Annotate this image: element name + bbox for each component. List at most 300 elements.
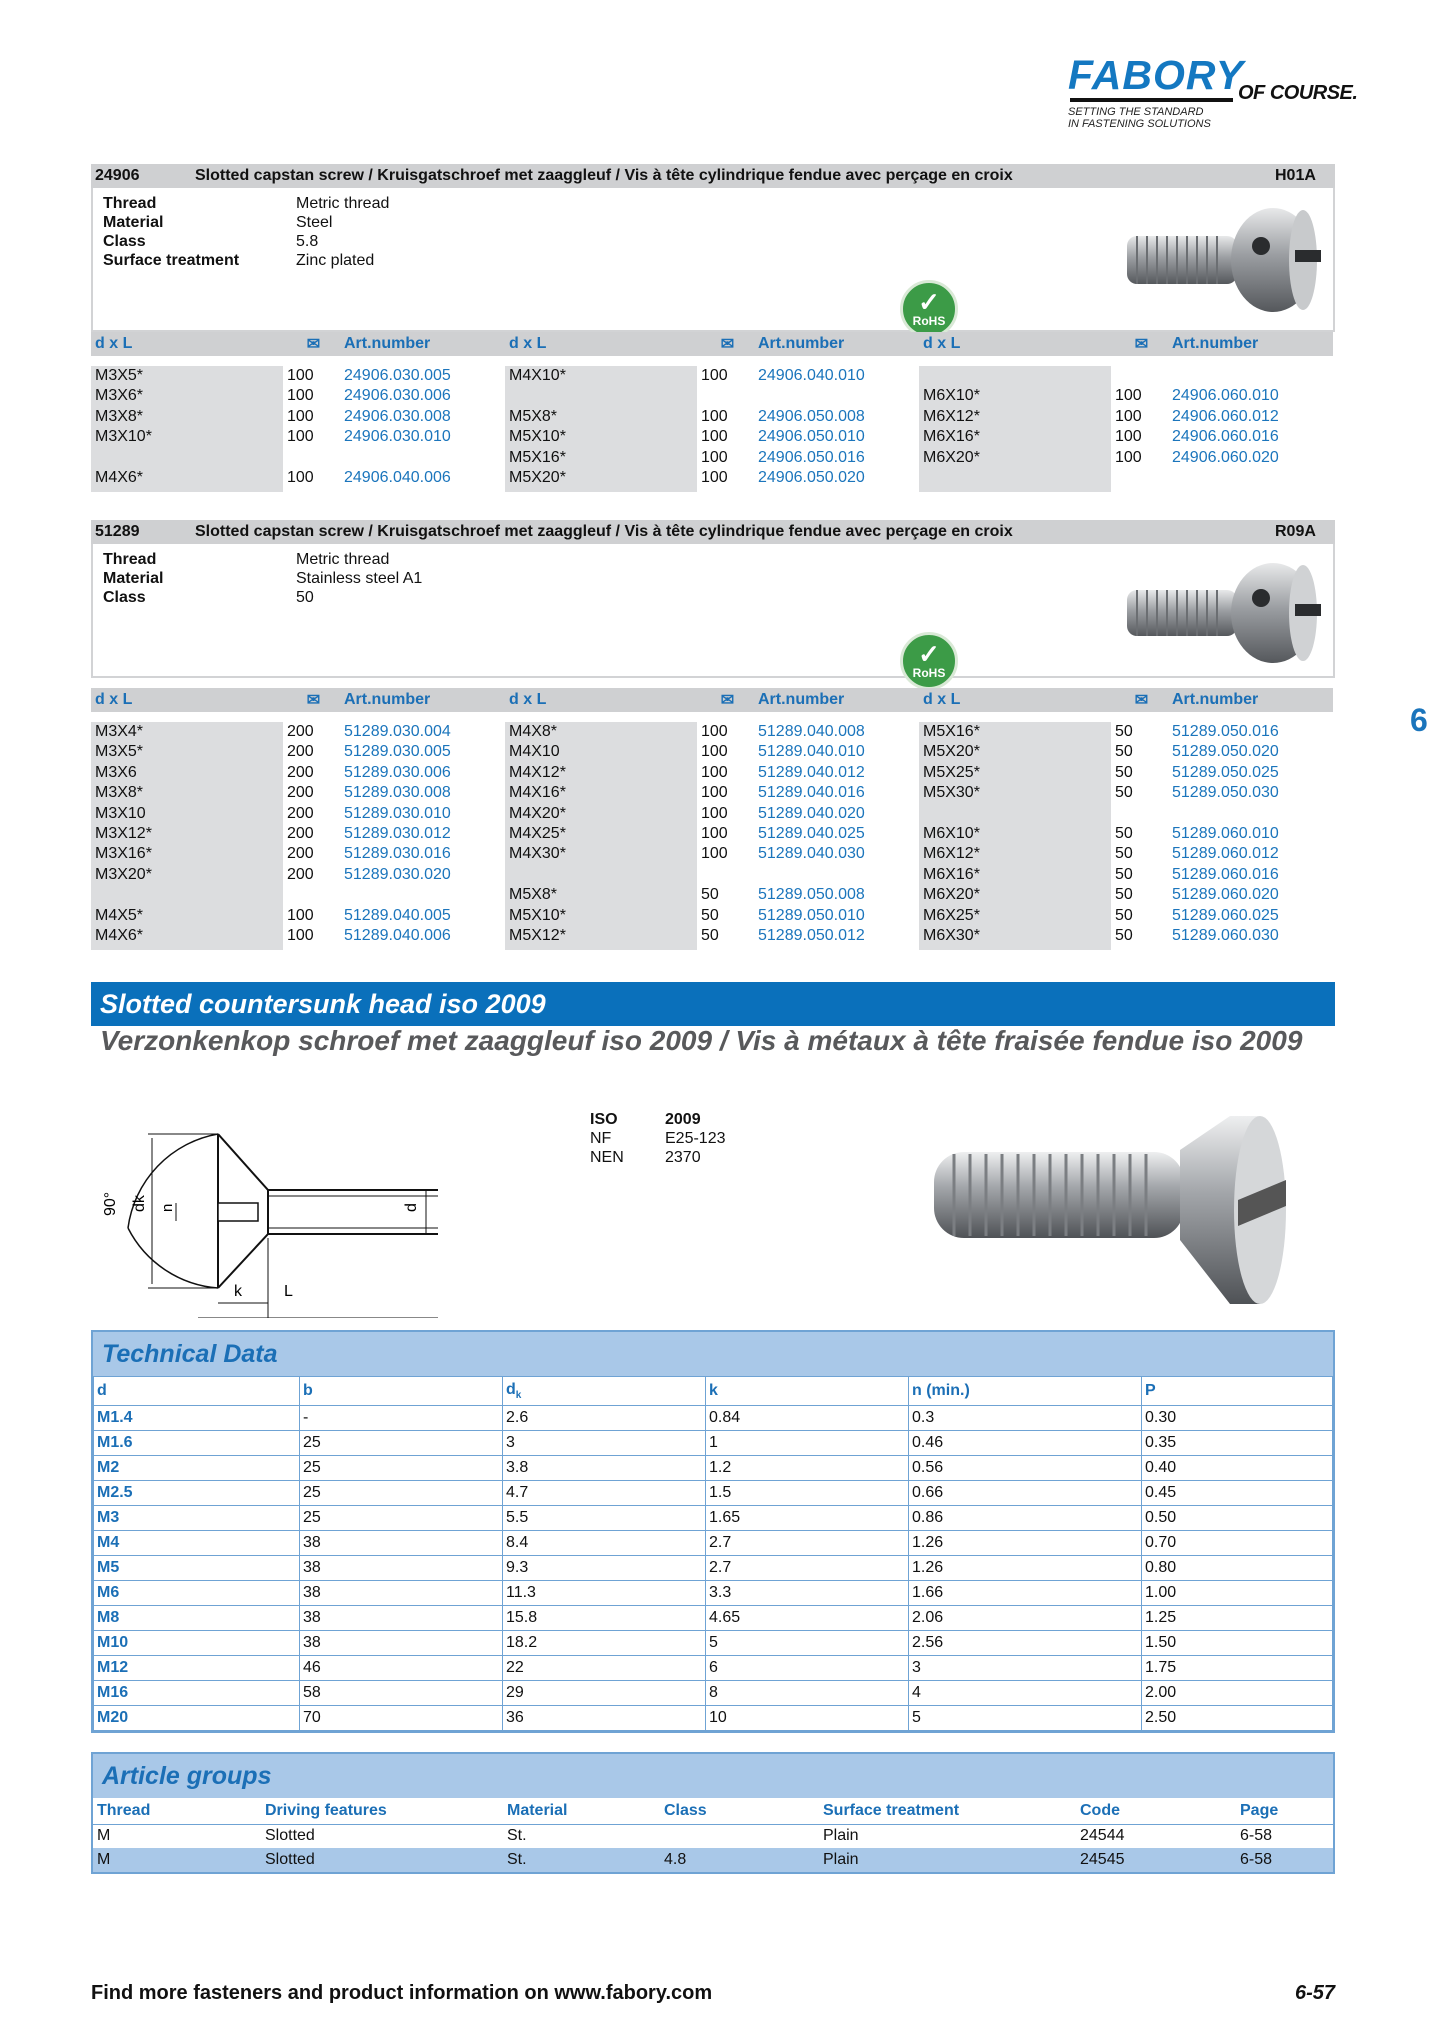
article-row (91, 742, 505, 762)
pack-qty-cell: 100 (1115, 428, 1142, 446)
art-number-link[interactable]: 24906.050.008 (758, 407, 865, 425)
countersunk-screw-image (930, 1110, 1330, 1310)
pack-qty-cell: 200 (287, 723, 314, 740)
tech-value-cell: 6 (706, 1656, 909, 1681)
check-icon: ✓ (918, 287, 940, 317)
group-cell: 6-58 (1236, 1848, 1333, 1872)
article-groups-panel (91, 1752, 1335, 1874)
pack-qty-cell: 200 (287, 865, 314, 883)
art-number-link[interactable]: 51289.040.030 (758, 845, 865, 863)
pack-qty-cell: 100 (287, 367, 314, 384)
chapter-tab: 6 (1410, 702, 1428, 738)
tech-value-cell: 0.50 (1142, 1506, 1333, 1531)
tech-value-cell: 9.3 (503, 1556, 706, 1581)
tech-value-cell: 3 (909, 1656, 1142, 1681)
envelope-icon: ✉ (283, 332, 344, 356)
tech-value-cell: 1.25 (1142, 1606, 1333, 1631)
tech-header: k (706, 1377, 909, 1406)
article-row (505, 804, 919, 824)
table-row (94, 1456, 1333, 1481)
tech-value-cell: 1.00 (1142, 1581, 1333, 1606)
pack-qty-cell: 100 (287, 428, 314, 446)
col-dxl: d x L (91, 332, 283, 356)
size-cell: M3X20* (95, 865, 152, 883)
tech-value-cell: 4 (909, 1681, 1142, 1706)
tech-value-cell: 2.7 (706, 1556, 909, 1581)
art-number-link[interactable]: 51289.030.020 (344, 865, 451, 883)
group-cell: Plain (819, 1848, 1076, 1872)
thread-size-cell: M6 (94, 1581, 300, 1606)
article-row (91, 386, 505, 406)
col-dxl: d x L (919, 332, 1111, 356)
size-cell: M4X6* (95, 927, 144, 944)
art-number-link[interactable]: 24906.050.016 (758, 448, 865, 466)
pack-qty-cell: 50 (701, 927, 719, 944)
capstan-screw-image (1123, 558, 1323, 668)
art-number-link[interactable]: 51289.030.006 (344, 763, 451, 781)
article-row (505, 885, 919, 905)
thread-size-cell: M1.6 (94, 1431, 300, 1456)
tech-value-cell: 0.45 (1142, 1481, 1333, 1506)
group-header: Surface treatment (819, 1798, 1076, 1824)
article-row (919, 865, 1333, 885)
tech-value-cell: 70 (300, 1706, 503, 1731)
size-cell: M5X10* (509, 428, 566, 446)
size-cell: M5X20* (923, 743, 980, 761)
tech-value-cell: 2.50 (1142, 1706, 1333, 1731)
size-cell: M3X4* (95, 723, 144, 740)
tech-value-cell: 15.8 (503, 1606, 706, 1631)
size-cell: M4X25* (509, 825, 566, 842)
size-cell: M4X6* (95, 469, 144, 486)
product-code: R09A (1275, 523, 1316, 540)
size-cell: M3X5* (95, 367, 144, 384)
pack-qty-cell: 50 (1115, 763, 1133, 781)
art-number-link[interactable]: 51289.030.016 (344, 845, 451, 863)
tech-value-cell: 0.86 (909, 1506, 1142, 1531)
size-cell: M6X20* (923, 448, 980, 466)
article-column (91, 366, 505, 490)
group-header: Driving features (261, 1798, 503, 1824)
size-cell: M5X12* (509, 927, 566, 944)
art-number-link[interactable]: 24906.060.020 (1172, 448, 1279, 466)
tech-value-cell: 22 (503, 1656, 706, 1681)
group-cell: Slotted (261, 1848, 503, 1872)
article-row (505, 844, 919, 864)
tech-value-cell: 36 (503, 1706, 706, 1731)
pack-qty-cell: 100 (701, 825, 728, 842)
art-number-link[interactable]: 24906.050.010 (758, 428, 865, 446)
tech-header: n (min.) (909, 1377, 1142, 1406)
article-row (91, 427, 505, 447)
prop-value: 5.8 (296, 233, 319, 250)
art-number-link[interactable]: 51289.050.016 (1172, 723, 1279, 740)
article-row (919, 906, 1333, 926)
tech-value-cell: 18.2 (503, 1631, 706, 1656)
size-cell: M6X16* (923, 865, 980, 883)
pack-qty-cell: 200 (287, 784, 314, 802)
tech-value-cell: 1.65 (706, 1506, 909, 1531)
pack-qty-cell: 50 (1115, 845, 1133, 863)
diagram-L-label: L (284, 1283, 293, 1300)
tech-value-cell: 1.2 (706, 1456, 909, 1481)
tech-value-cell: 0.35 (1142, 1431, 1333, 1456)
art-number-link[interactable]: 51289.060.025 (1172, 906, 1279, 924)
art-number-link[interactable]: 51289.050.030 (1172, 784, 1279, 802)
prop-value: Steel (296, 214, 333, 231)
tech-value-cell: 38 (300, 1556, 503, 1581)
size-cell: M6X30* (923, 927, 980, 944)
tech-value-cell: 2.56 (909, 1631, 1142, 1656)
group-header: Thread (93, 1798, 261, 1824)
rohs-label: RoHS (912, 666, 946, 680)
tech-value-cell: 38 (300, 1581, 503, 1606)
size-cell: M5X16* (509, 448, 566, 466)
group-header: Code (1076, 1798, 1236, 1824)
art-number-link[interactable]: 51289.050.020 (1172, 743, 1279, 761)
tech-header: P (1142, 1377, 1333, 1406)
col-art-number: Art.number (344, 332, 505, 356)
size-cell: M3X10* (95, 428, 152, 446)
table-row (94, 1556, 1333, 1581)
art-number-link[interactable]: 51289.050.025 (1172, 763, 1279, 781)
article-row (505, 407, 919, 427)
size-cell: M3X8* (95, 784, 144, 802)
envelope-icon: ✉ (283, 688, 344, 712)
article-row (919, 926, 1333, 946)
article-row (505, 427, 919, 447)
rohs-badge (900, 632, 958, 690)
article-row (505, 468, 919, 488)
art-number-link[interactable]: 51289.050.008 (758, 886, 865, 904)
art-number-link[interactable]: 24906.060.012 (1172, 407, 1279, 425)
article-row (919, 885, 1333, 905)
tech-value-cell: 8.4 (503, 1531, 706, 1556)
tech-value-cell: 0.66 (909, 1481, 1142, 1506)
article-row (91, 763, 505, 783)
tech-value-cell: 58 (300, 1681, 503, 1706)
pack-qty-cell: 100 (701, 407, 728, 425)
size-cell: M4X12* (509, 763, 566, 781)
tech-value-cell: 0.80 (1142, 1556, 1333, 1581)
section-title: Slotted countersunk head iso 2009 (91, 982, 1335, 1026)
thread-size-cell: M5 (94, 1556, 300, 1581)
size-cell: M6X10* (923, 825, 980, 842)
tech-value-cell: 4.65 (706, 1606, 909, 1631)
col-art-number: Art.number (1172, 332, 1333, 356)
pack-qty-cell: 100 (701, 723, 728, 740)
size-cell: M4X16* (509, 784, 566, 802)
size-cell: M4X30* (509, 845, 566, 863)
tech-value-cell: 1.5 (706, 1481, 909, 1506)
pack-qty-cell: 100 (701, 804, 728, 822)
article-column (919, 366, 1333, 490)
article-row (91, 804, 505, 824)
article-row (505, 824, 919, 844)
pack-qty-cell: 100 (1115, 407, 1142, 425)
pack-qty-cell: 100 (287, 407, 314, 425)
pack-qty-cell: 100 (1115, 448, 1142, 466)
product-description: Slotted capstan screw / Kruisgatschroef met zaaggleuf / Vis à tête cylindrique fendue avec perçage en croix (195, 523, 1013, 540)
article-groups-table (93, 1798, 1333, 1872)
art-number-link[interactable]: 24906.040.006 (344, 469, 451, 486)
article-row (505, 742, 919, 762)
logo-subtitle: SETTING THE STANDARD IN FASTENING SOLUTIONS (1068, 106, 1211, 130)
table-row (94, 1506, 1333, 1531)
tech-value-cell: 1.50 (1142, 1631, 1333, 1656)
art-number-link[interactable]: 51289.040.006 (344, 927, 451, 944)
table-row (94, 1631, 1333, 1656)
article-row (91, 824, 505, 844)
pack-qty-cell: 200 (287, 825, 314, 842)
art-number-link[interactable]: 51289.030.004 (344, 723, 451, 740)
art-number-link[interactable]: 51289.030.010 (344, 804, 451, 822)
article-table-header (91, 688, 1335, 712)
pack-qty-cell: 100 (1115, 387, 1142, 405)
art-number-link[interactable]: 51289.040.025 (758, 825, 865, 842)
group-cell (660, 1824, 819, 1848)
tech-value-cell: 38 (300, 1606, 503, 1631)
art-number-link[interactable]: 24906.060.016 (1172, 428, 1279, 446)
article-row (91, 906, 505, 926)
pack-qty-cell: 100 (701, 743, 728, 761)
article-row (505, 763, 919, 783)
size-cell: M5X8* (509, 886, 558, 904)
prop-key: Class (103, 589, 146, 606)
article-row (919, 824, 1333, 844)
product-properties (103, 194, 389, 270)
prop-key: Class (103, 233, 146, 250)
article-row (919, 722, 1333, 742)
col-art-number: Art.number (1172, 688, 1333, 712)
pack-qty-cell: 100 (701, 763, 728, 781)
art-number-link[interactable]: 51289.040.016 (758, 784, 865, 802)
art-number-link[interactable]: 51289.040.012 (758, 763, 865, 781)
technical-data-title: Technical Data (93, 1332, 1333, 1376)
footer-text: Find more fasteners and product information on www.fabory.com (91, 1982, 713, 2004)
art-number-link[interactable]: 51289.040.008 (758, 723, 865, 740)
thread-size-cell: M20 (94, 1706, 300, 1731)
fabory-logo (1068, 52, 1368, 142)
size-cell: M3X10 (95, 804, 146, 822)
art-number-link[interactable]: 51289.060.030 (1172, 927, 1279, 944)
tech-value-cell: 1.26 (909, 1531, 1142, 1556)
article-row (91, 926, 505, 946)
tech-value-cell: 0.70 (1142, 1531, 1333, 1556)
art-number-link[interactable]: 51289.040.005 (344, 906, 451, 924)
article-table-51289 (91, 722, 1335, 948)
standard-name: NF (590, 1130, 612, 1147)
table-row (94, 1606, 1333, 1631)
table-row (94, 1531, 1333, 1556)
product-block-24906 (91, 164, 1335, 332)
product-header (91, 164, 1335, 188)
prop-value: 50 (296, 589, 314, 606)
tech-header: b (300, 1377, 503, 1406)
pack-qty-cell: 100 (287, 387, 314, 405)
thread-size-cell: M10 (94, 1631, 300, 1656)
product-number: 24906 (95, 167, 140, 184)
article-row (91, 722, 505, 742)
table-row (94, 1681, 1333, 1706)
prop-value: Stainless steel A1 (296, 570, 423, 587)
tech-value-cell: 25 (300, 1481, 503, 1506)
article-row (505, 906, 919, 926)
table-row (94, 1481, 1333, 1506)
group-cell: Slotted (265, 1827, 315, 1845)
article-row (919, 407, 1333, 427)
pack-qty-cell: 100 (701, 784, 728, 802)
tech-value-cell: 25 (300, 1431, 503, 1456)
thread-size-cell: M3 (94, 1506, 300, 1531)
prop-key: Material (103, 570, 164, 587)
thread-size-cell: M2.5 (94, 1481, 300, 1506)
art-number-link[interactable]: 51289.060.020 (1172, 886, 1279, 904)
art-number-link[interactable]: 24906.030.010 (344, 428, 451, 446)
product-description: Slotted capstan screw / Kruisgatschroef met zaaggleuf / Vis à tête cylindrique fendue avec perçage en croix (195, 167, 1013, 184)
art-number-link[interactable]: 51289.030.012 (344, 825, 451, 842)
col-dxl: d x L (505, 332, 697, 356)
tech-value-cell: 1.26 (909, 1556, 1142, 1581)
table-row (94, 1581, 1333, 1606)
art-number-link[interactable]: 51289.050.010 (758, 906, 865, 924)
group-cell: 24545 (1076, 1848, 1236, 1872)
col-art-number: Art.number (758, 688, 919, 712)
tech-value-cell: 1.75 (1142, 1656, 1333, 1681)
prop-value: Zinc plated (296, 252, 375, 269)
technical-data-panel (91, 1330, 1335, 1733)
tech-value-cell: 10 (706, 1706, 909, 1731)
size-cell: M5X25* (923, 763, 980, 781)
technical-data-table (93, 1376, 1333, 1731)
tech-value-cell: 1 (706, 1431, 909, 1456)
size-cell: M3X5* (95, 743, 144, 761)
group-header: Class (660, 1798, 819, 1824)
art-number-link[interactable]: 24906.040.010 (758, 367, 865, 384)
article-row (919, 783, 1333, 803)
size-cell: M4X5* (95, 906, 144, 924)
col-art-number: Art.number (344, 688, 505, 712)
tech-value-cell: 38 (300, 1531, 503, 1556)
pack-qty-cell: 100 (701, 845, 728, 863)
thread-size-cell: M4 (94, 1531, 300, 1556)
envelope-icon: ✉ (697, 688, 758, 712)
article-row (919, 427, 1333, 447)
standard-name: NEN (590, 1149, 624, 1166)
diagram-dk-label: dk (131, 1195, 148, 1212)
art-number-link[interactable]: 51289.050.012 (758, 927, 865, 944)
standards-list (590, 1110, 726, 1167)
art-number-link[interactable]: 24906.030.006 (344, 387, 451, 405)
tech-value-cell: 2.6 (503, 1406, 706, 1431)
pack-qty-cell: 50 (1115, 743, 1133, 761)
tech-value-cell: 2.06 (909, 1606, 1142, 1631)
pack-qty-cell: 100 (287, 469, 314, 486)
rohs-label: RoHS (912, 314, 946, 328)
tech-value-cell: 1.66 (909, 1581, 1142, 1606)
logo-tagline: OF COURSE. (1238, 82, 1358, 104)
art-number-link[interactable]: 51289.030.005 (344, 743, 451, 761)
size-cell: M4X10 (509, 743, 560, 761)
thread-size-cell: M16 (94, 1681, 300, 1706)
envelope-icon: ✉ (1111, 332, 1172, 356)
pack-qty-cell: 50 (1115, 906, 1133, 924)
article-row (505, 366, 919, 386)
article-column (505, 366, 919, 490)
article-row (91, 366, 505, 386)
group-cell: St. (507, 1827, 527, 1845)
art-number-link[interactable]: 51289.060.010 (1172, 825, 1279, 842)
tech-value-cell: 25 (300, 1456, 503, 1481)
pack-qty-cell: 50 (1115, 927, 1133, 944)
table-row[interactable] (93, 1848, 1333, 1872)
tech-value-cell: 8 (706, 1681, 909, 1706)
diagram-angle-label: 90° (102, 1191, 119, 1216)
article-row (91, 468, 505, 488)
pack-qty-cell: 50 (1115, 784, 1133, 802)
footer (91, 1982, 1335, 2005)
art-number-link[interactable]: 24906.030.005 (344, 367, 451, 384)
art-number-link[interactable]: 51289.060.012 (1172, 845, 1279, 863)
size-cell: M3X16* (95, 845, 152, 863)
prop-key: Surface treatment (103, 252, 240, 269)
article-row (505, 722, 919, 742)
product-details (91, 188, 1335, 332)
art-number-link[interactable]: 51289.060.016 (1172, 865, 1279, 883)
group-header: Page (1236, 1798, 1333, 1824)
size-cell: M6X20* (923, 886, 980, 904)
tech-value-cell: 29 (503, 1681, 706, 1706)
size-cell: M5X8* (509, 407, 558, 425)
product-code: H01A (1275, 167, 1316, 184)
article-row (919, 448, 1333, 468)
logo-bar (1070, 98, 1233, 102)
pack-qty-cell: 100 (701, 448, 728, 466)
pack-qty-cell: 200 (287, 743, 314, 761)
logo-brand: FABORY (1068, 52, 1245, 98)
art-number-link[interactable]: 51289.040.010 (758, 743, 865, 761)
product-number: 51289 (95, 523, 140, 540)
art-number-link[interactable]: 51289.030.008 (344, 784, 451, 802)
table-row (94, 1656, 1333, 1681)
art-number-link[interactable]: 51289.040.020 (758, 804, 865, 822)
group-cell: St. (503, 1848, 660, 1872)
pack-qty-cell: 50 (1115, 865, 1133, 883)
pack-qty-cell: 100 (701, 428, 728, 446)
thread-size-cell: M8 (94, 1606, 300, 1631)
size-cell: M4X10* (509, 367, 566, 384)
art-number-link[interactable]: 24906.060.010 (1172, 387, 1279, 405)
col-dxl: d x L (919, 688, 1111, 712)
size-cell: M5X30* (923, 784, 980, 802)
capstan-screw-image (1123, 202, 1323, 318)
size-cell: M6X12* (923, 407, 980, 425)
diagram-d-label: d (403, 1203, 420, 1212)
table-row (94, 1431, 1333, 1456)
size-cell: M3X12* (95, 825, 152, 842)
table-row[interactable] (93, 1824, 1333, 1848)
size-cell: M5X16* (923, 723, 980, 740)
envelope-icon: ✉ (697, 332, 758, 356)
tech-header: $d_k$ (503, 1377, 706, 1406)
thread-size-cell: M12 (94, 1656, 300, 1681)
article-row (919, 742, 1333, 762)
art-number-link[interactable]: 24906.030.008 (344, 407, 451, 425)
tech-value-cell: 3 (503, 1431, 706, 1456)
thread-size-cell: M2 (94, 1456, 300, 1481)
art-number-link[interactable]: 24906.050.020 (758, 469, 865, 486)
article-row (91, 844, 505, 864)
